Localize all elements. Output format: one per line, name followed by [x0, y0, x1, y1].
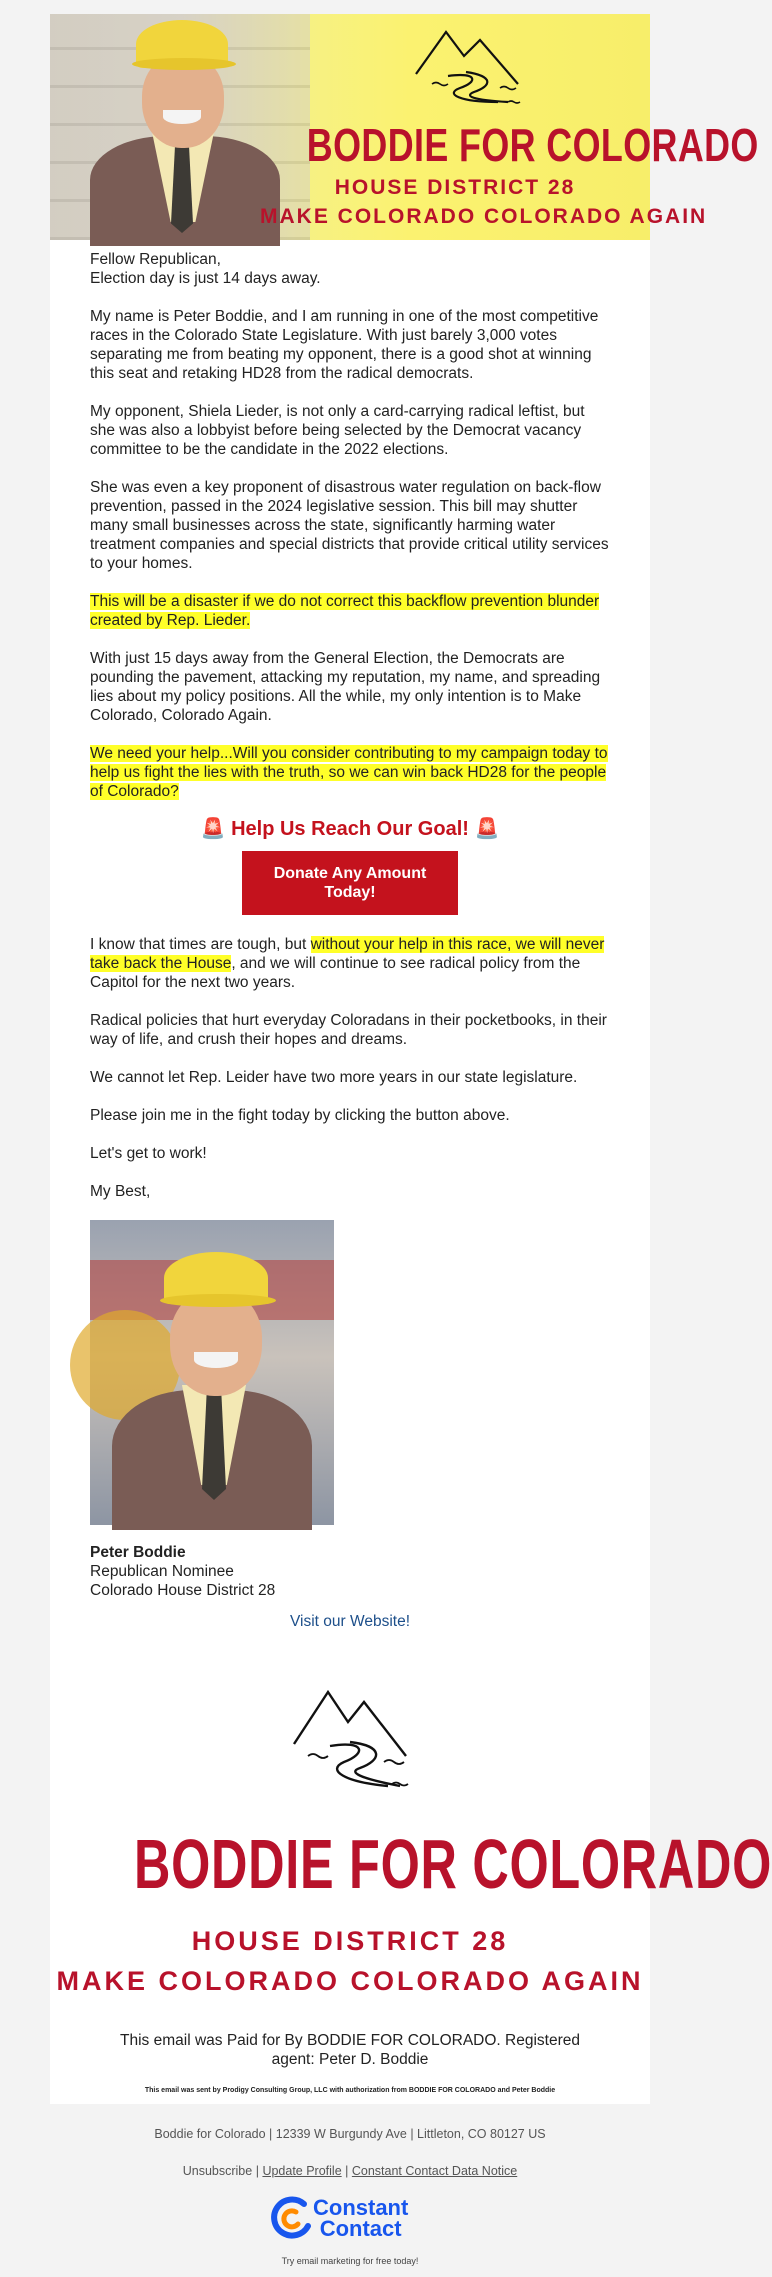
leider-paragraph: We cannot let Rep. Leider have two more years in our state legislature. [90, 1069, 578, 1086]
paid-for-notice: This email was Paid for By BODDIE FOR COLORADO. Registered agent: Peter D. Boddie [120, 2032, 580, 2068]
data-notice-link[interactable]: Constant Contact Data Notice [351, 2164, 518, 2178]
siren-icon: 🚨 [200, 818, 226, 840]
sender-address: Boddie for Colorado | 12339 W Burgundy Ave | Littleton, CO 80127 US [154, 2127, 546, 2141]
goal-heading-text: Help Us Reach Our Goal! [231, 818, 469, 840]
democrats-paragraph: With just 15 days away from the General Election, the Democrats are pounding the pavement, attacking my reputation, my name, and spreading lies about my policy positions. All the while, my only intention is to Make Colorado, Colorado Again. [90, 650, 601, 724]
footer-links [0, 2164, 700, 2178]
footer-title: BODDIE FOR COLORADO [133, 1825, 772, 1903]
disaster-paragraph [90, 592, 610, 630]
signature-role: Republican Nominee [90, 1563, 234, 1580]
candidate-portrait [90, 1220, 334, 1525]
constant-contact-icon [270, 2196, 312, 2240]
mountain-road-icon [408, 22, 532, 110]
greeting-block [90, 250, 610, 288]
work-paragraph: Let's get to work! [90, 1145, 207, 1162]
closing: My Best, [90, 1183, 151, 1200]
help-highlight: We need your help...Will you consider contributing to my campaign today to help us fight the lies with the truth, so we can win back HD28 for the people of Colorado? [90, 745, 608, 800]
header-district: HOUSE DISTRICT 28 [334, 176, 576, 199]
header-banner [50, 14, 759, 240]
help-paragraph [90, 744, 610, 801]
goal-heading [90, 820, 610, 839]
intro-paragraph: My name is Peter Boddie, and I am running in one of the most competitive races in the Colorado State Legislature. With just barely 3,000 votes separating me from beating my opponent, there is a good shot at winning this seat and retaking HD28 from the radical democrats. [90, 308, 599, 382]
disaster-highlight: This will be a disaster if we do not correct this backflow prevention blunder created by Rep. Lieder. [90, 593, 600, 629]
link-separator: | [345, 2164, 349, 2178]
sent-by-notice: This email was sent by Prodigy Consulting Group, LLC with authorization from BODDIE FOR COLORADO and Peter Boddie [144, 2087, 556, 2094]
footer-district: HOUSE DISTRICT 28 [191, 1926, 509, 1956]
signature-block [90, 1543, 610, 1600]
visit-website-link[interactable]: Visit our Website! [289, 1613, 411, 1630]
siren-icon: 🚨 [474, 818, 500, 840]
times-paragraph [90, 935, 610, 992]
footer-slogan: MAKE COLORADO COLORADO AGAIN [56, 1966, 644, 1996]
times-start: I know that times are tough, but [90, 936, 311, 953]
email-container [50, 14, 772, 2104]
join-paragraph: Please join me in the fight today by clicking the button above. [90, 1107, 510, 1124]
letter-body [90, 250, 610, 1649]
signature-district: Colorado House District 28 [90, 1582, 276, 1599]
email-footer [0, 2104, 700, 2277]
update-profile-link[interactable]: Update Profile [262, 2164, 342, 2178]
cc-line2: Contact [319, 2216, 402, 2241]
times-highlight: without your help in this race, we will never take back the House [90, 936, 605, 972]
unsubscribe-link[interactable]: Unsubscribe [182, 2164, 253, 2178]
donate-button[interactable]: Donate Any Amount Today! [242, 851, 458, 915]
policies-paragraph: Radical policies that hurt everyday Coloradans in their pocketbooks, in their way of life, and crush their hopes and dreams. [90, 1012, 607, 1048]
times-end: , and we will continue to see radical policy from the Capitol for the next two years. [90, 955, 581, 991]
election-countdown: Election day is just 14 days away. [90, 270, 321, 287]
donate-button-wrap [90, 851, 610, 915]
greeting: Fellow Republican, [90, 251, 221, 268]
link-separator: | [255, 2164, 259, 2178]
cc-line1: Constant [313, 2195, 409, 2220]
regulation-paragraph: She was even a key proponent of disastrous water regulation on back-flow prevention, passed in the 2024 legislative session. This bill may shutter many small businesses across the state, significantly harming water treatment companies and special districts that provide critical utility services to your homes. [90, 479, 609, 572]
opponent-paragraph: My opponent, Shiela Lieder, is not only a card-carrying radical leftist, but she was also a lobbyist before being selected by the Democrat vacancy committee to be the candidate in the 2022 elections. [90, 403, 585, 458]
constant-contact-wordmark [313, 2197, 408, 2239]
signature-name: Peter Boddie [90, 1544, 186, 1561]
footer-mountain-road-icon [288, 1682, 412, 1798]
header-title: BODDIE FOR COLORADO [306, 119, 759, 171]
header-slogan: MAKE COLORADO COLORADO AGAIN [260, 205, 708, 228]
constant-contact-logo[interactable] [270, 2194, 430, 2244]
cc-tagline[interactable]: Try email marketing for free today! [281, 2256, 419, 2266]
